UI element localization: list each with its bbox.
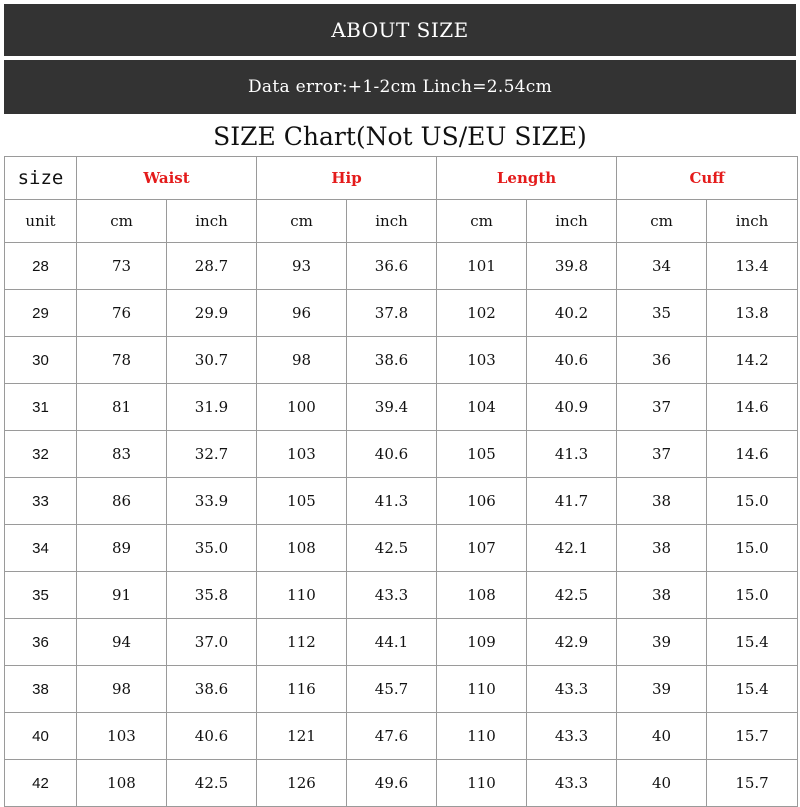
size-value-cell: 33 (5, 478, 77, 525)
unit-cell: inch (347, 200, 437, 243)
size-value-cell: 40 (5, 713, 77, 760)
measurement-cell: 94 (77, 619, 167, 666)
table-row (5, 619, 798, 666)
hip-header: Hip (257, 157, 437, 200)
measurement-cell: 37.0 (167, 619, 257, 666)
measurement-cell: 78 (77, 337, 167, 384)
measurement-cell: 29.9 (167, 290, 257, 337)
measurement-cell: 39 (617, 619, 707, 666)
table-row (5, 337, 798, 384)
measurement-cell: 13.8 (707, 290, 798, 337)
measurement-cell: 105 (257, 478, 347, 525)
measurement-cell: 35.8 (167, 572, 257, 619)
measurement-cell: 15.0 (707, 572, 798, 619)
measurement-cell: 40.6 (527, 337, 617, 384)
measurement-cell: 91 (77, 572, 167, 619)
unit-cell: inch (167, 200, 257, 243)
table-row (5, 572, 798, 619)
size-table (4, 156, 798, 807)
about-size-banner (4, 4, 796, 56)
unit-cell: cm (257, 200, 347, 243)
measurement-cell: 107 (437, 525, 527, 572)
measurement-cell: 37.8 (347, 290, 437, 337)
measurement-cell: 40.9 (527, 384, 617, 431)
measurement-cell: 86 (77, 478, 167, 525)
measurement-cell: 31.9 (167, 384, 257, 431)
measurement-cell: 73 (77, 243, 167, 290)
measurement-cell: 15.0 (707, 525, 798, 572)
table-row (5, 713, 798, 760)
size-value-cell: 42 (5, 760, 77, 807)
table-row (5, 525, 798, 572)
table-row (5, 290, 798, 337)
measurement-cell: 14.2 (707, 337, 798, 384)
measurement-cell: 37 (617, 431, 707, 478)
size-value-cell: 32 (5, 431, 77, 478)
measurement-cell: 36 (617, 337, 707, 384)
measurement-cell: 103 (437, 337, 527, 384)
unit-header-row (5, 200, 798, 243)
measurement-cell: 96 (257, 290, 347, 337)
measurement-cell: 36.6 (347, 243, 437, 290)
measurement-cell: 83 (77, 431, 167, 478)
measurement-cell: 15.7 (707, 760, 798, 807)
measurement-cell: 104 (437, 384, 527, 431)
size-value-cell: 30 (5, 337, 77, 384)
measurement-cell: 30.7 (167, 337, 257, 384)
measurement-cell: 40.2 (527, 290, 617, 337)
size-value-cell: 28 (5, 243, 77, 290)
measurement-cell: 35 (617, 290, 707, 337)
measurement-cell: 38.6 (167, 666, 257, 713)
size-chart-title: SIZE Chart(Not US/EU SIZE) (213, 121, 587, 151)
data-error-note: Data error:+1-2cm Linch=2.54cm (247, 77, 553, 97)
measurement-cell: 40.6 (347, 431, 437, 478)
size-value-cell: 34 (5, 525, 77, 572)
measurement-cell: 43.3 (347, 572, 437, 619)
measurement-cell: 108 (77, 760, 167, 807)
measurement-cell: 108 (257, 525, 347, 572)
measurement-cell: 105 (437, 431, 527, 478)
size-header-cell: size (5, 157, 77, 200)
measurement-cell: 33.9 (167, 478, 257, 525)
measurement-cell: 44.1 (347, 619, 437, 666)
measurement-cell: 42.5 (167, 760, 257, 807)
measurement-cell: 42.5 (527, 572, 617, 619)
measurement-cell: 35.0 (167, 525, 257, 572)
table-row (5, 760, 798, 807)
measurement-cell: 110 (437, 666, 527, 713)
measurement-cell: 32.7 (167, 431, 257, 478)
measurement-cell: 45.7 (347, 666, 437, 713)
measurement-cell: 103 (77, 713, 167, 760)
unit-cell: cm (437, 200, 527, 243)
unit-cell: inch (527, 200, 617, 243)
measurement-cell: 98 (77, 666, 167, 713)
table-row (5, 384, 798, 431)
measurement-cell: 110 (437, 713, 527, 760)
waist-header: Waist (77, 157, 257, 200)
measurement-cell: 15.0 (707, 478, 798, 525)
measurement-cell: 41.3 (527, 431, 617, 478)
data-error-banner (4, 60, 796, 114)
measurement-cell: 14.6 (707, 431, 798, 478)
table-row (5, 431, 798, 478)
measurement-cell: 42.9 (527, 619, 617, 666)
measurement-cell: 110 (257, 572, 347, 619)
table-row (5, 666, 798, 713)
unit-cell: cm (617, 200, 707, 243)
measurement-cell: 109 (437, 619, 527, 666)
measurement-cell: 38 (617, 525, 707, 572)
measurement-cell: 40 (617, 760, 707, 807)
size-value-cell: 35 (5, 572, 77, 619)
measurement-cell: 49.6 (347, 760, 437, 807)
measurement-cell: 40.6 (167, 713, 257, 760)
unit-cell: inch (707, 200, 798, 243)
length-header: Length (437, 157, 617, 200)
unit-header-cell: unit (5, 200, 77, 243)
measurement-cell: 14.6 (707, 384, 798, 431)
measurement-cell: 39.8 (527, 243, 617, 290)
group-header-row (5, 157, 798, 200)
measurement-cell: 126 (257, 760, 347, 807)
size-value-cell: 36 (5, 619, 77, 666)
measurement-cell: 15.7 (707, 713, 798, 760)
table-row (5, 243, 798, 290)
measurement-cell: 116 (257, 666, 347, 713)
measurement-cell: 41.7 (527, 478, 617, 525)
measurement-cell: 40 (617, 713, 707, 760)
measurement-cell: 41.3 (347, 478, 437, 525)
size-value-cell: 31 (5, 384, 77, 431)
measurement-cell: 34 (617, 243, 707, 290)
measurement-cell: 93 (257, 243, 347, 290)
measurement-cell: 100 (257, 384, 347, 431)
measurement-cell: 110 (437, 760, 527, 807)
measurement-cell: 89 (77, 525, 167, 572)
measurement-cell: 39.4 (347, 384, 437, 431)
measurement-cell: 13.4 (707, 243, 798, 290)
measurement-cell: 15.4 (707, 619, 798, 666)
measurement-cell: 103 (257, 431, 347, 478)
measurement-cell: 101 (437, 243, 527, 290)
measurement-cell: 98 (257, 337, 347, 384)
measurement-cell: 38 (617, 572, 707, 619)
measurement-cell: 106 (437, 478, 527, 525)
measurement-cell: 38 (617, 478, 707, 525)
measurement-cell: 47.6 (347, 713, 437, 760)
size-value-cell: 29 (5, 290, 77, 337)
about-size-title: ABOUT SIZE (331, 18, 469, 42)
measurement-cell: 42.1 (527, 525, 617, 572)
cuff-header: Cuff (617, 157, 798, 200)
unit-cell: cm (77, 200, 167, 243)
measurement-cell: 43.3 (527, 713, 617, 760)
measurement-cell: 43.3 (527, 666, 617, 713)
measurement-cell: 76 (77, 290, 167, 337)
measurement-cell: 102 (437, 290, 527, 337)
table-row (5, 478, 798, 525)
measurement-cell: 121 (257, 713, 347, 760)
measurement-cell: 39 (617, 666, 707, 713)
measurement-cell: 42.5 (347, 525, 437, 572)
size-value-cell: 38 (5, 666, 77, 713)
measurement-cell: 37 (617, 384, 707, 431)
measurement-cell: 108 (437, 572, 527, 619)
measurement-cell: 15.4 (707, 666, 798, 713)
measurement-cell: 38.6 (347, 337, 437, 384)
measurement-cell: 81 (77, 384, 167, 431)
measurement-cell: 112 (257, 619, 347, 666)
measurement-cell: 28.7 (167, 243, 257, 290)
measurement-cell: 43.3 (527, 760, 617, 807)
